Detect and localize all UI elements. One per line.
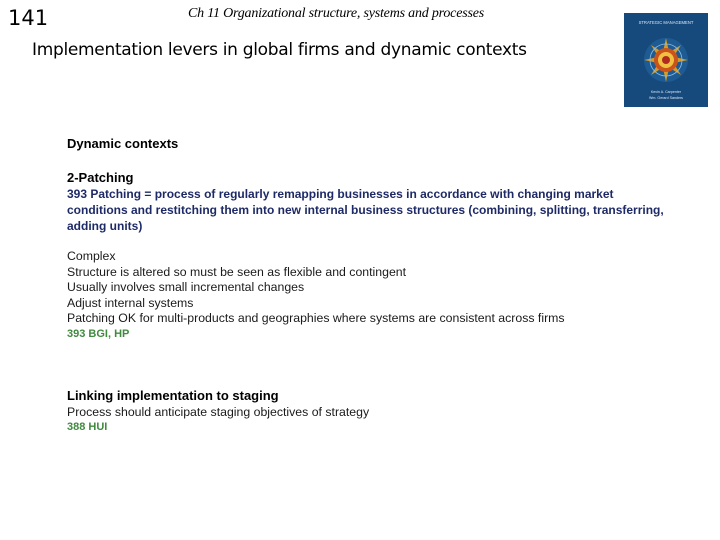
linking-reference: 388 HUI: [67, 421, 108, 433]
patching-point-4: Adjust internal systems: [67, 295, 194, 310]
dynamic-contexts-heading: Dynamic contexts: [67, 136, 179, 151]
patching-heading: 2-Patching: [67, 170, 134, 185]
book-cover-image: [624, 13, 708, 107]
linking-heading: Linking implementation to staging: [67, 388, 279, 403]
patching-point-1: Complex: [67, 249, 116, 263]
chapter-title: Ch 11 Organizational structure, systems and processes: [188, 6, 484, 21]
linking-text: Process should anticipate staging objectives of strategy: [67, 405, 370, 419]
patching-definition: 393 Patching = process of regularly remapping businesses in accordance with changing market conditions and restitching them into new internal business structures (combining, splitting, transferring, adding units): [67, 187, 664, 233]
patching-point-5: Patching OK for multi-products and geographies where systems are consistent across firms: [67, 311, 565, 325]
patching-reference: 393 BGI, HP: [67, 328, 130, 340]
book-cover-author-2: Wm. Gerard Sanders: [649, 96, 683, 100]
slide-title: Implementation levers in global firms and dynamic contexts: [32, 40, 527, 60]
patching-point-2: Structure is altered so must be seen as flexible and contingent: [67, 264, 407, 279]
mandala-emblem: [644, 38, 688, 82]
slide-number: 141: [8, 6, 49, 30]
book-cover-title: STRATEGIC MANAGEMENT: [638, 20, 694, 25]
patching-point-3: Usually involves small incremental changes: [67, 280, 305, 294]
book-cover-author-1: Kevin A. Carpenter: [650, 90, 682, 94]
